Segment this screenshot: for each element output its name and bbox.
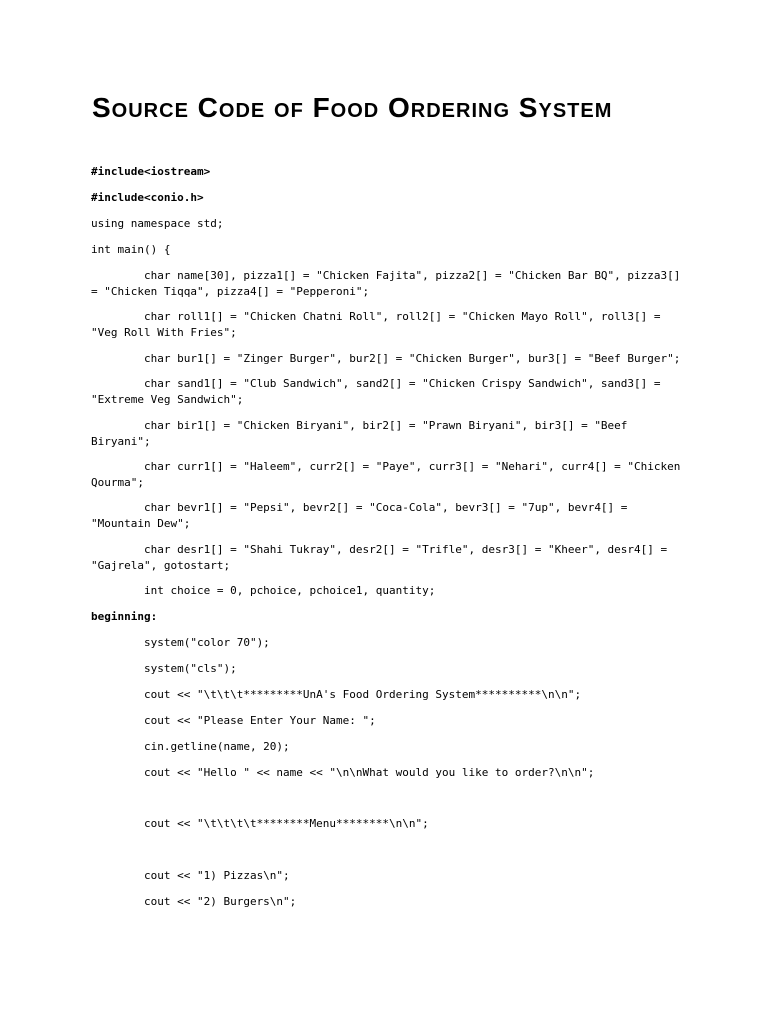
code-line: "Mountain Dew"; [91, 517, 191, 530]
code-line: char name[30], pizza1[] = "Chicken Fajita", pizza2[] = "Chicken Bar BQ", pizza3[] [91, 269, 681, 282]
code-line: char curr1[] = "Haleem", curr2[] = "Paye", curr3[] = "Nehari", curr4[] = "Chicken [91, 460, 681, 473]
code-line: cout << "2) Burgers\n"; [91, 895, 297, 908]
code-line: char bur1[] = "Zinger Burger", bur2[] = "Chicken Burger", bur3[] = "Beef Burger"; [91, 352, 681, 365]
page-title: Source Code of Food Ordering System [92, 92, 613, 123]
code-line: char roll1[] = "Chicken Chatni Roll", roll2[] = "Chicken Mayo Roll", roll3[] = [91, 310, 661, 323]
code-line: = "Chicken Tiqqa", pizza4[] = "Pepperoni"; [91, 285, 370, 298]
code-line: beginning: [91, 610, 158, 623]
code-line: cout << "1) Pizzas\n"; [91, 869, 290, 882]
code-line: #include<conio.h> [91, 191, 204, 204]
code-line: system("color 70"); [91, 636, 270, 649]
code-line: "Veg Roll With Fries"; [91, 326, 237, 339]
code-line: cin.getline(name, 20); [91, 740, 290, 753]
code-line: "Extreme Veg Sandwich"; [91, 393, 244, 406]
code-line: cout << "\t\t\t*********UnA's Food Ordering System**********\n\n"; [91, 688, 582, 701]
code-line: char sand1[] = "Club Sandwich", sand2[] = "Chicken Crispy Sandwich", sand3[] = [91, 377, 661, 390]
code-line: #include<iostream> [91, 165, 211, 178]
code-line: "Gajrela", gotostart; [91, 559, 231, 572]
code-line: system("cls"); [91, 662, 237, 675]
code-block [91, 0, 691, 908]
code-line: char bevr1[] = "Pepsi", bevr2[] = "Coca-Cola", bevr3[] = "7up", bevr4[] = [91, 501, 628, 514]
code-line: char bir1[] = "Chicken Biryani", bir2[] = "Prawn Biryani", bir3[] = "Beef [91, 419, 628, 432]
code-line: cout << "Hello " << name << "\n\nWhat would you like to order?\n\n"; [91, 766, 595, 779]
code-line: char desr1[] = "Shahi Tukray", desr2[] = "Trifle", desr3[] = "Kheer", desr4[] = [91, 543, 668, 556]
code-line: cout << "Please Enter Your Name: "; [91, 714, 376, 727]
code-line: cout << "\t\t\t\t********Menu********\n\n"; [91, 817, 429, 830]
code-line: using namespace std; [91, 217, 224, 230]
code-line: int main() { [91, 243, 171, 256]
code-line: int choice = 0, pchoice, pchoice1, quantity; [91, 584, 436, 597]
code-line: Biryani"; [91, 435, 151, 448]
code-line: Qourma"; [91, 476, 144, 489]
